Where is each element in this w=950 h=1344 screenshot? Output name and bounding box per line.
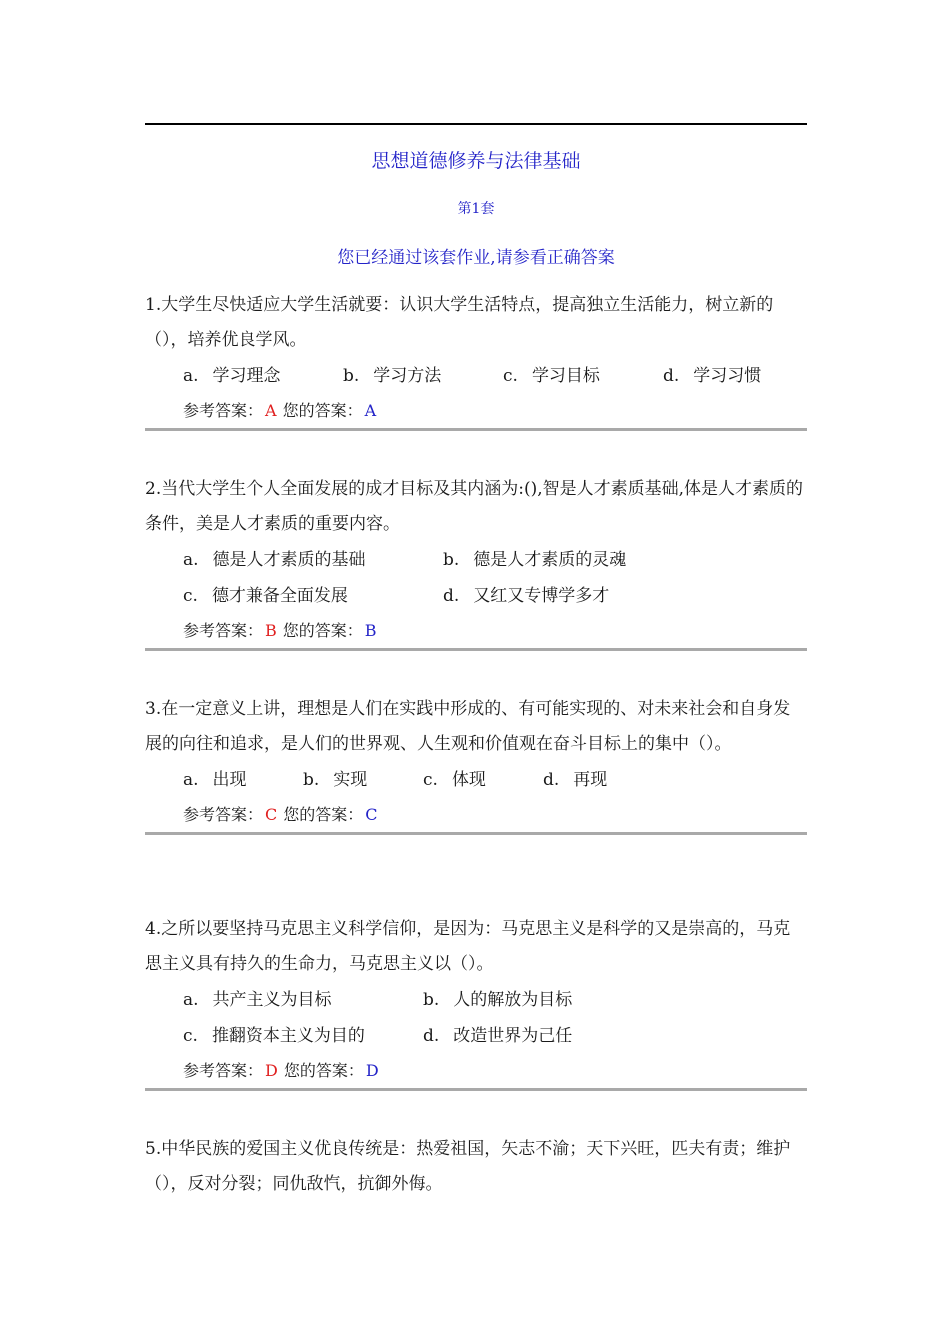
question-text: 5.中华民族的爱国主义优良传统是：热爱祖国，矢志不渝；天下兴旺，匹夫有责；维护（），反对分裂；同仇敌忾，抗御外侮。 <box>145 1139 791 1194</box>
your-answer-label: 您的答案： <box>283 805 364 824</box>
question-3 <box>145 692 807 835</box>
option-b[interactable]: b. 人的解放为目标 <box>423 990 573 1010</box>
your-answer-value: A <box>364 401 377 420</box>
document-subtitle: 第1套 <box>457 201 495 217</box>
option-d[interactable]: d. 改造世界为己任 <box>423 1026 573 1046</box>
question-text: 2.当代大学生个人全面发展的成才目标及其内涵为:(),智是人才素质基础,体是人才素质的条件，美是人才素质的重要内容。 <box>145 479 804 534</box>
options-row <box>145 358 807 394</box>
your-answer-label: 您的答案： <box>282 401 363 420</box>
option-c[interactable]: c. 德才兼备全面发展 <box>183 586 348 606</box>
top-rule <box>145 123 807 125</box>
option-a[interactable]: a. 出现 <box>183 770 247 790</box>
option-a[interactable]: a. 学习理念 <box>183 366 281 386</box>
document-title: 思想道德修养与法律基础 <box>371 150 581 172</box>
question-text: 4.之所以要坚持马克思主义科学信仰，是因为：马克思主义是科学的又是崇高的，马克思主义具有持久的生命力，马克思主义以（）。 <box>145 919 791 974</box>
your-answer-label: 您的答案： <box>282 621 363 640</box>
option-a[interactable]: a. 共产主义为目标 <box>183 990 332 1010</box>
separator <box>145 648 807 651</box>
your-answer-label: 您的答案： <box>283 1061 364 1080</box>
ref-answer-label: 参考答案： <box>183 1061 264 1080</box>
options-row <box>145 578 807 614</box>
question-text: 1.大学生尽快适应大学生活就要：认识大学生活特点，提高独立生活能力，树立新的（），培养优良学风。 <box>145 295 774 350</box>
ref-answer-value: A <box>265 401 277 420</box>
ref-answer-label: 参考答案： <box>183 401 264 420</box>
option-d[interactable]: d. 又红又专博学多才 <box>443 586 610 606</box>
option-c[interactable]: c. 体现 <box>423 770 486 790</box>
options-row <box>145 1018 807 1054</box>
your-answer-value: C <box>365 805 378 824</box>
ref-answer-label: 参考答案： <box>183 805 264 824</box>
separator <box>145 428 807 431</box>
question-2 <box>145 472 807 651</box>
option-d[interactable]: d. 再现 <box>543 770 608 790</box>
answer-line <box>145 614 807 648</box>
options-row <box>145 982 807 1018</box>
option-b[interactable]: b. 德是人才素质的灵魂 <box>443 550 627 570</box>
ref-answer-value: B <box>265 621 277 640</box>
question-4 <box>145 912 807 1091</box>
pass-notice: 您已经通过该套作业,请参看正确答案 <box>337 248 615 268</box>
question-text: 3.在一定意义上讲，理想是人们在实践中形成的、有可能实现的、对未来社会和自身发展的向往和追求，是人们的世界观、人生观和价值观在奋斗目标上的集中（）。 <box>145 699 791 754</box>
question-1 <box>145 288 807 431</box>
question-5 <box>145 1132 807 1202</box>
ref-answer-value: D <box>265 1061 278 1080</box>
option-c[interactable]: c. 学习目标 <box>503 366 600 386</box>
your-answer-value: B <box>364 621 377 640</box>
option-b[interactable]: b. 实现 <box>303 770 368 790</box>
option-c[interactable]: c. 推翻资本主义为目的 <box>183 1026 365 1046</box>
answer-line <box>145 798 807 832</box>
option-b[interactable]: b. 学习方法 <box>343 366 442 386</box>
ref-answer-value: C <box>265 805 278 824</box>
options-row <box>145 542 807 578</box>
option-a[interactable]: a. 德是人才素质的基础 <box>183 550 366 570</box>
option-d[interactable]: d. 学习习惯 <box>663 366 762 386</box>
separator <box>145 832 807 835</box>
answer-line <box>145 394 807 428</box>
your-answer-value: D <box>365 1061 379 1080</box>
options-row <box>145 762 807 798</box>
ref-answer-label: 参考答案： <box>183 621 264 640</box>
answer-line <box>145 1054 807 1088</box>
separator <box>145 1088 807 1091</box>
